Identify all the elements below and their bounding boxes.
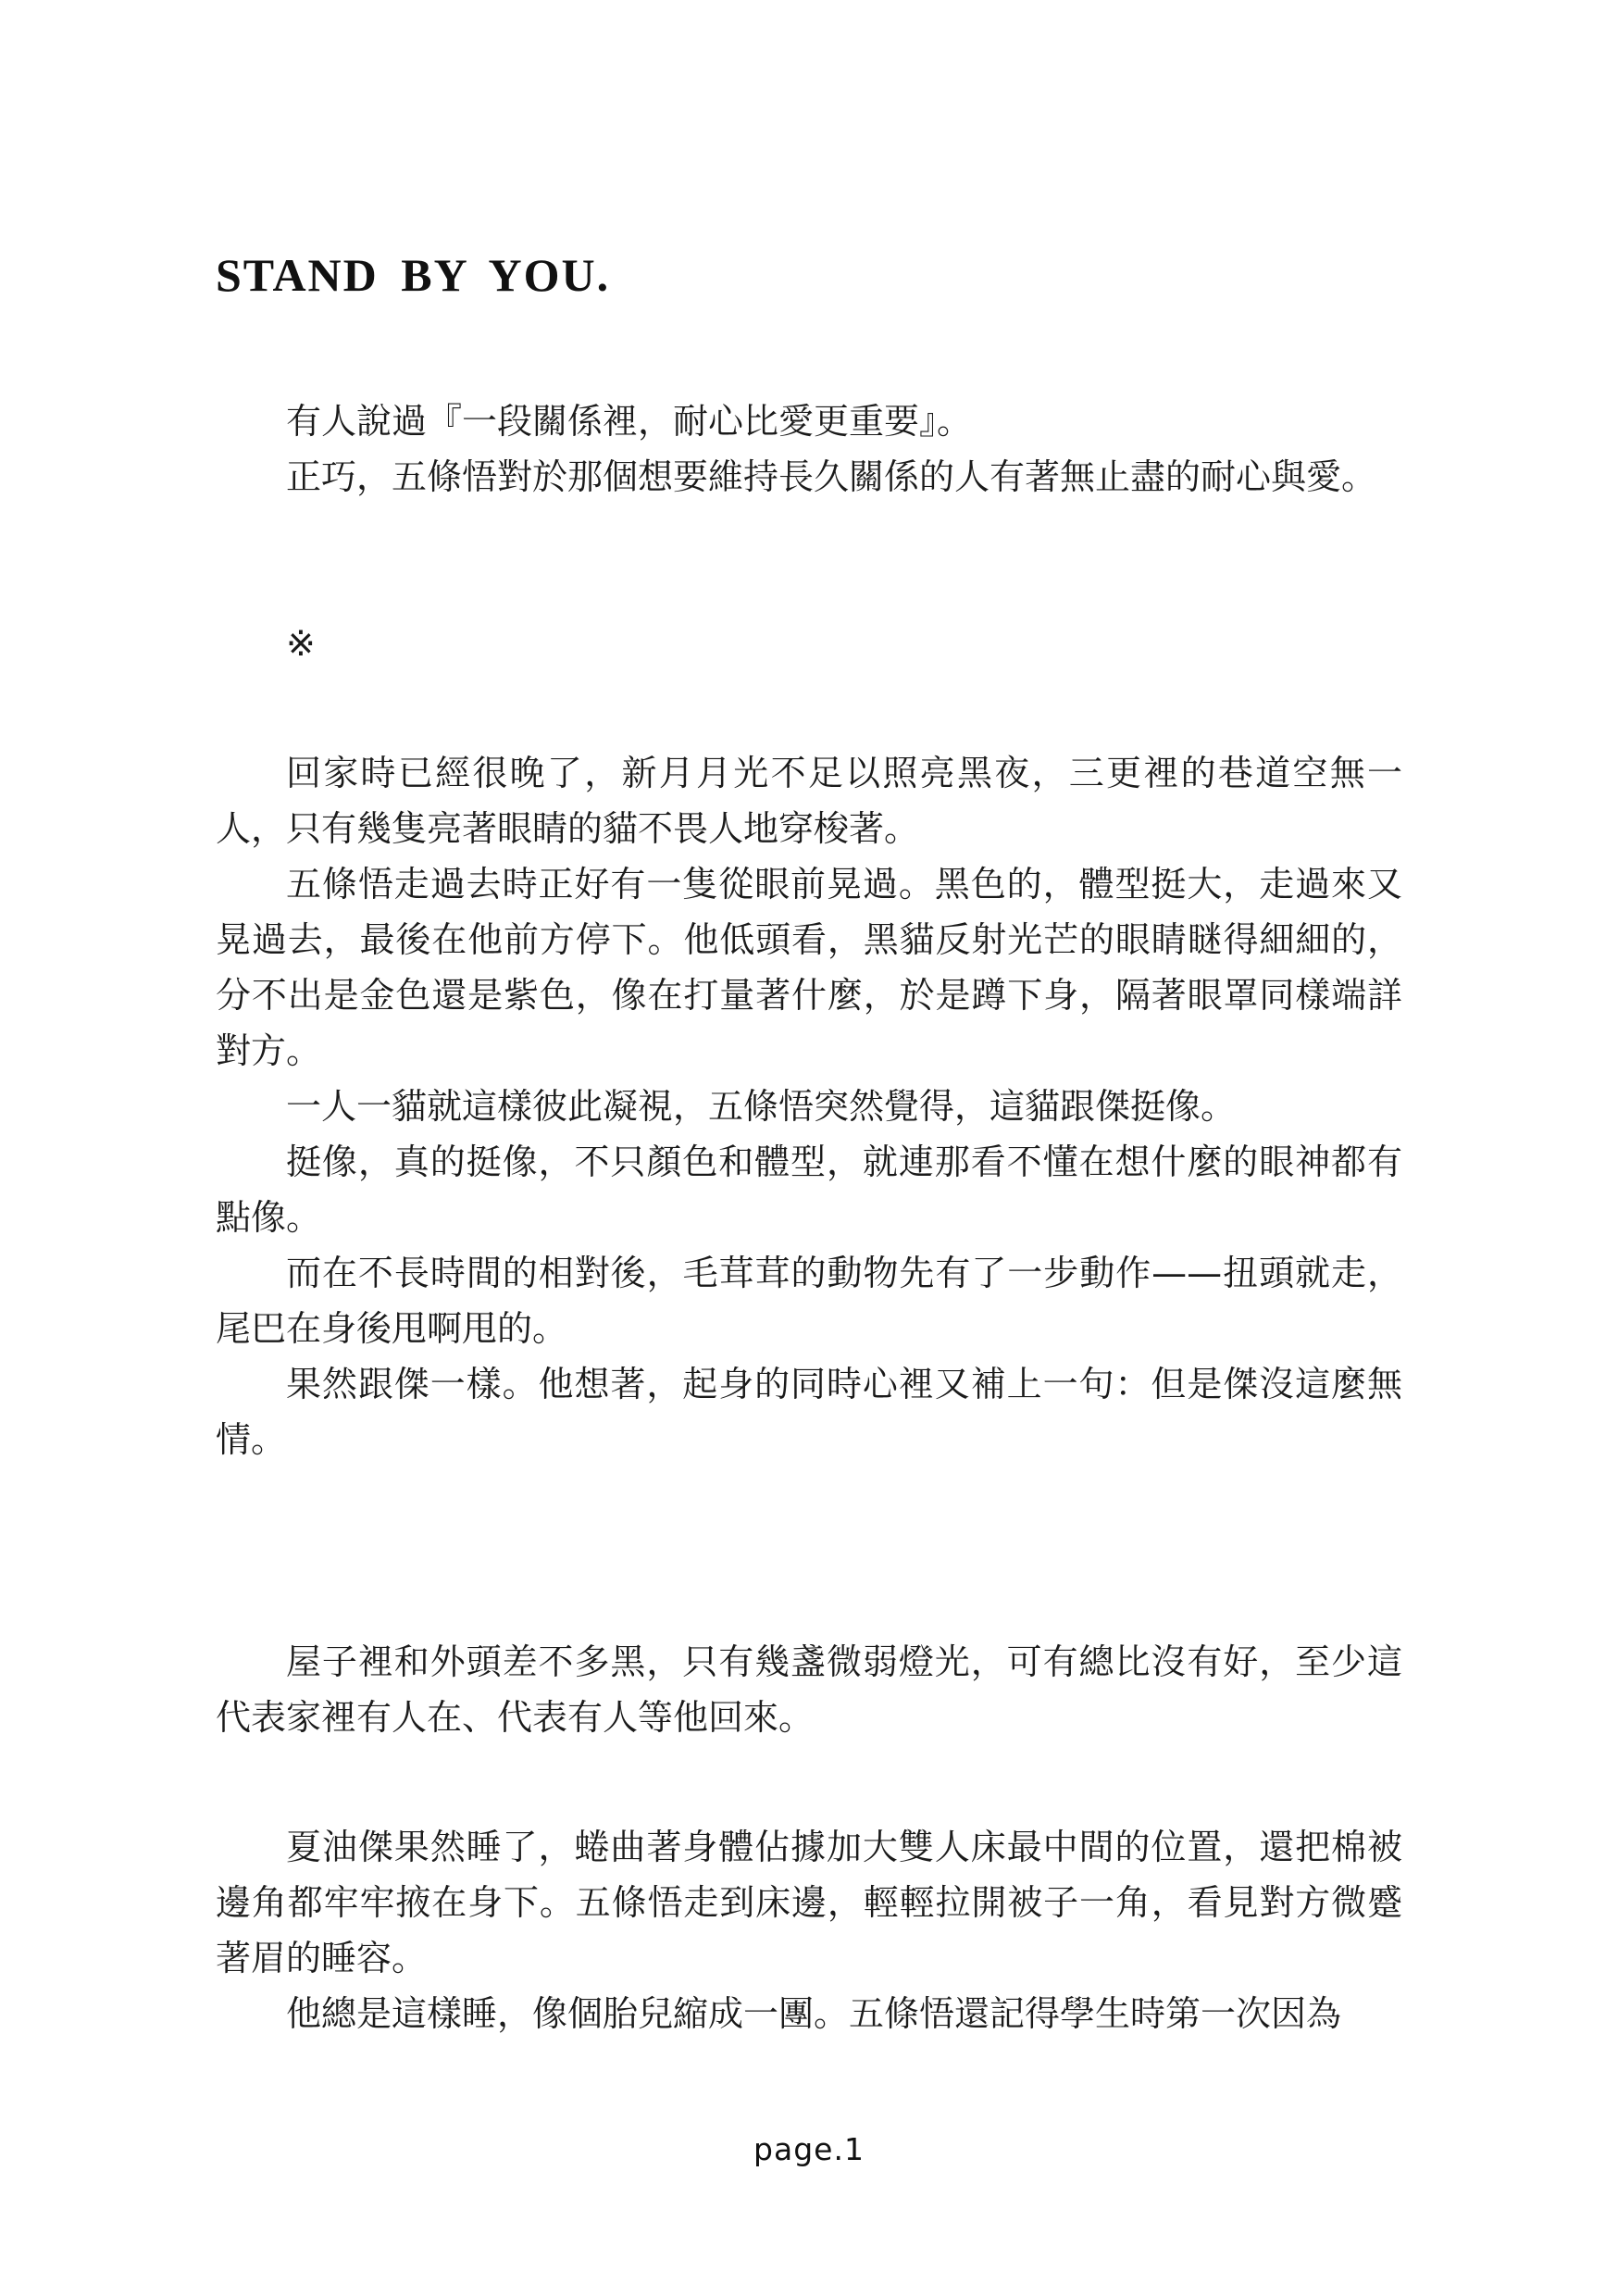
paragraph: 而在不長時間的相對後，毛茸茸的動物先有了一步動作——扭頭就走，尾巴在身後甩啊甩的。 xyxy=(216,1253,1402,1349)
paragraph: 五條悟走過去時正好有一隻從眼前晃過。黑色的，體型挺大，走過來又晃過去，最後在他前方停下。他低頭看，黑貓反射光芒的眼睛瞇得細細的，分不出是金色還是紫色，像在打量著什麼，於是蹲下身，隔著眼罩同樣端詳對方。 xyxy=(216,864,1402,1071)
page-number: page.1 xyxy=(753,2131,865,2167)
section-3 xyxy=(216,1819,1402,2041)
paragraph: 正巧，五條悟對於那個想要維持長久關係的人有著無止盡的耐心與愛。 xyxy=(286,456,1377,497)
scene-break-mark: ※ xyxy=(286,623,316,664)
intro-block xyxy=(216,393,1402,505)
paragraph: 屋子裡和外頭差不多黑，只有幾盞微弱燈光，可有總比沒有好，至少這代表家裡有人在、代表有人等他回來。 xyxy=(216,1641,1402,1738)
chapter-title: STAND BY YOU. xyxy=(216,249,611,301)
paragraph: 他總是這樣睡，像個胎兒縮成一團。五條悟還記得學生時第一次因為 xyxy=(286,1993,1342,2034)
paragraph: 回家時已經很晚了，新月月光不足以照亮黑夜，三更裡的巷道空無一人，只有幾隻亮著眼睛的貓不畏人地穿梭著。 xyxy=(216,753,1402,849)
paragraph: 挺像，真的挺像，不只顏色和體型，就連那看不懂在想什麼的眼神都有點像。 xyxy=(216,1142,1402,1238)
paragraph: 夏油傑果然睡了，蜷曲著身體佔據加大雙人床最中間的位置，還把棉被邊角都牢牢掖在身下。五條悟走到床邊，輕輕拉開被子一角，看見對方微蹙著眉的睡容。 xyxy=(216,1827,1402,1978)
paragraph: 一人一貓就這樣彼此凝視，五條悟突然覺得，這貓跟傑挺像。 xyxy=(286,1086,1237,1127)
paragraph: 果然跟傑一樣。他想著，起身的同時心裡又補上一句：但是傑沒這麼無情。 xyxy=(216,1364,1402,1460)
section-2 xyxy=(216,1634,1402,1745)
paragraph: 有人說過『一段關係裡，耐心比愛更重要』。 xyxy=(286,401,973,442)
section-1 xyxy=(216,745,1402,1467)
scene-break-block xyxy=(216,616,1402,671)
